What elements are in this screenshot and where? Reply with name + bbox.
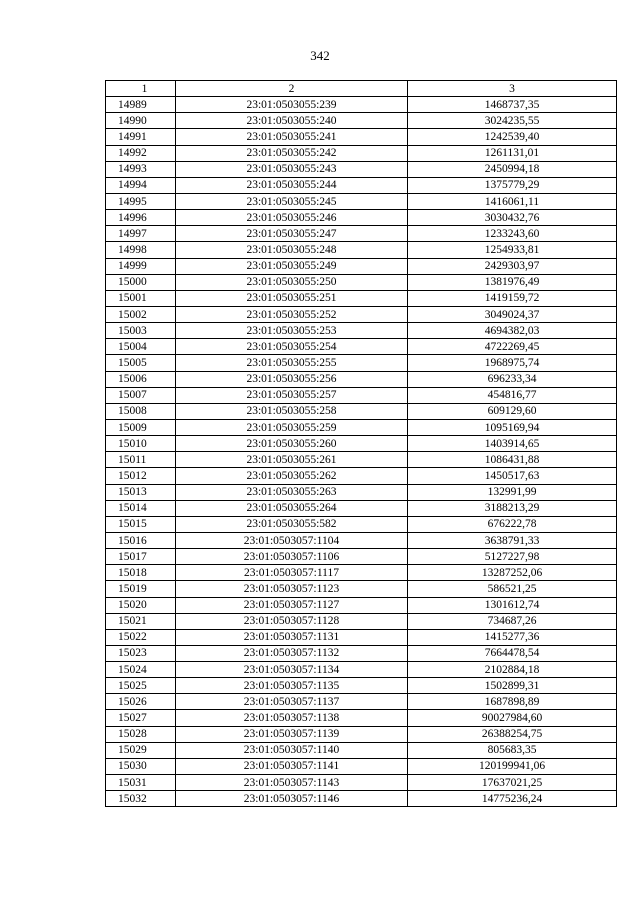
- cadastral-number-cell: 23:01:0503055:251: [176, 290, 408, 306]
- cadastral-number-cell: 23:01:0503057:1127: [176, 597, 408, 613]
- row-number-cell: 14994: [106, 177, 176, 193]
- cadastral-number-cell: 23:01:0503055:259: [176, 419, 408, 435]
- row-number-cell: 15027: [106, 710, 176, 726]
- value-cell: 1415277,36: [408, 629, 617, 645]
- cadastral-number-cell: 23:01:0503055:264: [176, 500, 408, 516]
- column-header-1: 1: [106, 81, 176, 97]
- table-row: [106, 290, 617, 306]
- cadastral-number-cell: 23:01:0503055:240: [176, 113, 408, 129]
- value-cell: 3049024,37: [408, 306, 617, 322]
- row-number-cell: 15001: [106, 290, 176, 306]
- cadastral-number-cell: 23:01:0503055:261: [176, 452, 408, 468]
- value-cell: 1968975,74: [408, 355, 617, 371]
- cadastral-number-cell: 23:01:0503057:1135: [176, 678, 408, 694]
- cadastral-number-cell: 23:01:0503055:243: [176, 161, 408, 177]
- cadastral-number-cell: 23:01:0503055:244: [176, 177, 408, 193]
- table-row: [106, 129, 617, 145]
- value-cell: 3024235,55: [408, 113, 617, 129]
- row-number-cell: 15016: [106, 532, 176, 548]
- value-cell: 17637021,25: [408, 775, 617, 791]
- value-cell: 1381976,49: [408, 274, 617, 290]
- cadastral-number-cell: 23:01:0503055:255: [176, 355, 408, 371]
- table-row: [106, 306, 617, 322]
- value-cell: 454816,77: [408, 387, 617, 403]
- table-row: [106, 645, 617, 661]
- row-number-cell: 15005: [106, 355, 176, 371]
- table-row: [106, 419, 617, 435]
- value-cell: 3188213,29: [408, 500, 617, 516]
- table-row: [106, 613, 617, 629]
- value-cell: 1502899,31: [408, 678, 617, 694]
- table-row: [106, 694, 617, 710]
- row-number-cell: 15002: [106, 306, 176, 322]
- row-number-cell: 14992: [106, 145, 176, 161]
- value-cell: 90027984,60: [408, 710, 617, 726]
- row-number-cell: 14995: [106, 193, 176, 209]
- value-cell: 609129,60: [408, 403, 617, 419]
- cadastral-number-cell: 23:01:0503057:1123: [176, 581, 408, 597]
- row-number-cell: 15021: [106, 613, 176, 629]
- row-number-cell: 15007: [106, 387, 176, 403]
- value-cell: 1450517,63: [408, 468, 617, 484]
- value-cell: 1687898,89: [408, 694, 617, 710]
- value-cell: 7664478,54: [408, 645, 617, 661]
- value-cell: 1242539,40: [408, 129, 617, 145]
- table-row: [106, 258, 617, 274]
- cadastral-number-cell: 23:01:0503055:241: [176, 129, 408, 145]
- row-number-cell: 15003: [106, 323, 176, 339]
- table-row: [106, 210, 617, 226]
- table-row: [106, 387, 617, 403]
- table-row: [106, 532, 617, 548]
- row-number-cell: 15008: [106, 403, 176, 419]
- cadastral-number-cell: 23:01:0503057:1117: [176, 565, 408, 581]
- value-cell: 1468737,35: [408, 97, 617, 113]
- value-cell: 132991,99: [408, 484, 617, 500]
- table-row: [106, 549, 617, 565]
- table-row: [106, 436, 617, 452]
- value-cell: 1086431,88: [408, 452, 617, 468]
- cadastral-number-cell: 23:01:0503057:1146: [176, 791, 408, 807]
- row-number-cell: 14998: [106, 242, 176, 258]
- value-cell: 5127227,98: [408, 549, 617, 565]
- table-row: [106, 113, 617, 129]
- table-row: [106, 323, 617, 339]
- value-cell: 2450994,18: [408, 161, 617, 177]
- value-cell: 4694382,03: [408, 323, 617, 339]
- cadastral-number-cell: 23:01:0503055:256: [176, 371, 408, 387]
- table-row: [106, 339, 617, 355]
- table-row: [106, 500, 617, 516]
- cadastral-number-cell: 23:01:0503055:250: [176, 274, 408, 290]
- value-cell: 14775236,24: [408, 791, 617, 807]
- table-row: [106, 710, 617, 726]
- table-row: [106, 581, 617, 597]
- table-row: [106, 452, 617, 468]
- table-row: [106, 371, 617, 387]
- value-cell: 1254933,81: [408, 242, 617, 258]
- cadastral-number-cell: 23:01:0503057:1104: [176, 532, 408, 548]
- cadastral-number-cell: 23:01:0503057:1143: [176, 775, 408, 791]
- row-number-cell: 15006: [106, 371, 176, 387]
- row-number-cell: 14989: [106, 97, 176, 113]
- table-row: [106, 678, 617, 694]
- column-header-2: 2: [176, 81, 408, 97]
- cadastral-number-cell: 23:01:0503055:248: [176, 242, 408, 258]
- cadastral-number-cell: 23:01:0503057:1141: [176, 758, 408, 774]
- table-row: [106, 226, 617, 242]
- cadastral-number-cell: 23:01:0503055:263: [176, 484, 408, 500]
- cadastral-number-cell: 23:01:0503057:1138: [176, 710, 408, 726]
- value-cell: 586521,25: [408, 581, 617, 597]
- row-number-cell: 15013: [106, 484, 176, 500]
- value-cell: 4722269,45: [408, 339, 617, 355]
- table-row: [106, 516, 617, 532]
- row-number-cell: 15017: [106, 549, 176, 565]
- value-cell: 1419159,72: [408, 290, 617, 306]
- row-number-cell: 15032: [106, 791, 176, 807]
- page-number: 342: [310, 48, 330, 63]
- table-row: [106, 161, 617, 177]
- row-number-cell: 15009: [106, 419, 176, 435]
- table-row: [106, 726, 617, 742]
- row-number-cell: 14991: [106, 129, 176, 145]
- value-cell: 3638791,33: [408, 532, 617, 548]
- table-row: [106, 791, 617, 807]
- table-row: [106, 484, 617, 500]
- row-number-cell: 15030: [106, 758, 176, 774]
- table-row: [106, 97, 617, 113]
- cadastral-number-cell: 23:01:0503057:1106: [176, 549, 408, 565]
- value-cell: 1301612,74: [408, 597, 617, 613]
- row-number-cell: 14999: [106, 258, 176, 274]
- value-cell: 1375779,29: [408, 177, 617, 193]
- table-row: [106, 193, 617, 209]
- table-row: [106, 468, 617, 484]
- row-number-cell: 15011: [106, 452, 176, 468]
- cadastral-number-cell: 23:01:0503055:253: [176, 323, 408, 339]
- row-number-cell: 15022: [106, 629, 176, 645]
- cadastral-number-cell: 23:01:0503055:247: [176, 226, 408, 242]
- cadastral-number-cell: 23:01:0503057:1137: [176, 694, 408, 710]
- row-number-cell: 15024: [106, 662, 176, 678]
- cadastral-number-cell: 23:01:0503057:1139: [176, 726, 408, 742]
- table-row: [106, 742, 617, 758]
- row-number-cell: 14993: [106, 161, 176, 177]
- table-header-row: [106, 81, 617, 97]
- row-number-cell: 15020: [106, 597, 176, 613]
- value-cell: 1095169,94: [408, 419, 617, 435]
- row-number-cell: 15028: [106, 726, 176, 742]
- row-number-cell: 14996: [106, 210, 176, 226]
- row-number-cell: 15025: [106, 678, 176, 694]
- row-number-cell: 14997: [106, 226, 176, 242]
- cadastral-number-cell: 23:01:0503055:246: [176, 210, 408, 226]
- value-cell: 734687,26: [408, 613, 617, 629]
- value-cell: 26388254,75: [408, 726, 617, 742]
- table-row: [106, 145, 617, 161]
- cadastral-number-cell: 23:01:0503057:1128: [176, 613, 408, 629]
- cadastral-number-cell: 23:01:0503055:260: [176, 436, 408, 452]
- row-number-cell: 15019: [106, 581, 176, 597]
- cadastral-number-cell: 23:01:0503055:582: [176, 516, 408, 532]
- row-number-cell: 15014: [106, 500, 176, 516]
- row-number-cell: 15023: [106, 645, 176, 661]
- table-row: [106, 629, 617, 645]
- cadastral-number-cell: 23:01:0503055:254: [176, 339, 408, 355]
- value-cell: 1261131,01: [408, 145, 617, 161]
- table-row: [106, 177, 617, 193]
- table-row: [106, 355, 617, 371]
- value-cell: 1233243,60: [408, 226, 617, 242]
- value-cell: 676222,78: [408, 516, 617, 532]
- table-row: [106, 662, 617, 678]
- row-number-cell: 15012: [106, 468, 176, 484]
- table-row: [106, 242, 617, 258]
- cadastral-number-cell: 23:01:0503055:249: [176, 258, 408, 274]
- table-body: [106, 97, 617, 807]
- value-cell: 2102884,18: [408, 662, 617, 678]
- cadastral-number-cell: 23:01:0503055:245: [176, 193, 408, 209]
- table-row: [106, 597, 617, 613]
- cadastral-value-table: [105, 80, 617, 807]
- cadastral-number-cell: 23:01:0503055:262: [176, 468, 408, 484]
- table-row: [106, 403, 617, 419]
- row-number-cell: 15029: [106, 742, 176, 758]
- cadastral-number-cell: 23:01:0503057:1134: [176, 662, 408, 678]
- row-number-cell: 15015: [106, 516, 176, 532]
- value-cell: 1403914,65: [408, 436, 617, 452]
- row-number-cell: 15004: [106, 339, 176, 355]
- table-row: [106, 274, 617, 290]
- row-number-cell: 15000: [106, 274, 176, 290]
- table-row: [106, 565, 617, 581]
- value-cell: 696233,34: [408, 371, 617, 387]
- cadastral-number-cell: 23:01:0503057:1140: [176, 742, 408, 758]
- cadastral-number-cell: 23:01:0503057:1132: [176, 645, 408, 661]
- cadastral-number-cell: 23:01:0503057:1131: [176, 629, 408, 645]
- value-cell: 1416061,11: [408, 193, 617, 209]
- row-number-cell: 15026: [106, 694, 176, 710]
- column-header-3: 3: [408, 81, 617, 97]
- table-row: [106, 775, 617, 791]
- cadastral-number-cell: 23:01:0503055:239: [176, 97, 408, 113]
- value-cell: 13287252,06: [408, 565, 617, 581]
- value-cell: 120199941,06: [408, 758, 617, 774]
- row-number-cell: 15010: [106, 436, 176, 452]
- cadastral-number-cell: 23:01:0503055:252: [176, 306, 408, 322]
- row-number-cell: 15031: [106, 775, 176, 791]
- value-cell: 3030432,76: [408, 210, 617, 226]
- cadastral-number-cell: 23:01:0503055:258: [176, 403, 408, 419]
- cadastral-number-cell: 23:01:0503055:242: [176, 145, 408, 161]
- row-number-cell: 15018: [106, 565, 176, 581]
- row-number-cell: 14990: [106, 113, 176, 129]
- cadastral-number-cell: 23:01:0503055:257: [176, 387, 408, 403]
- table-row: [106, 758, 617, 774]
- value-cell: 805683,35: [408, 742, 617, 758]
- value-cell: 2429303,97: [408, 258, 617, 274]
